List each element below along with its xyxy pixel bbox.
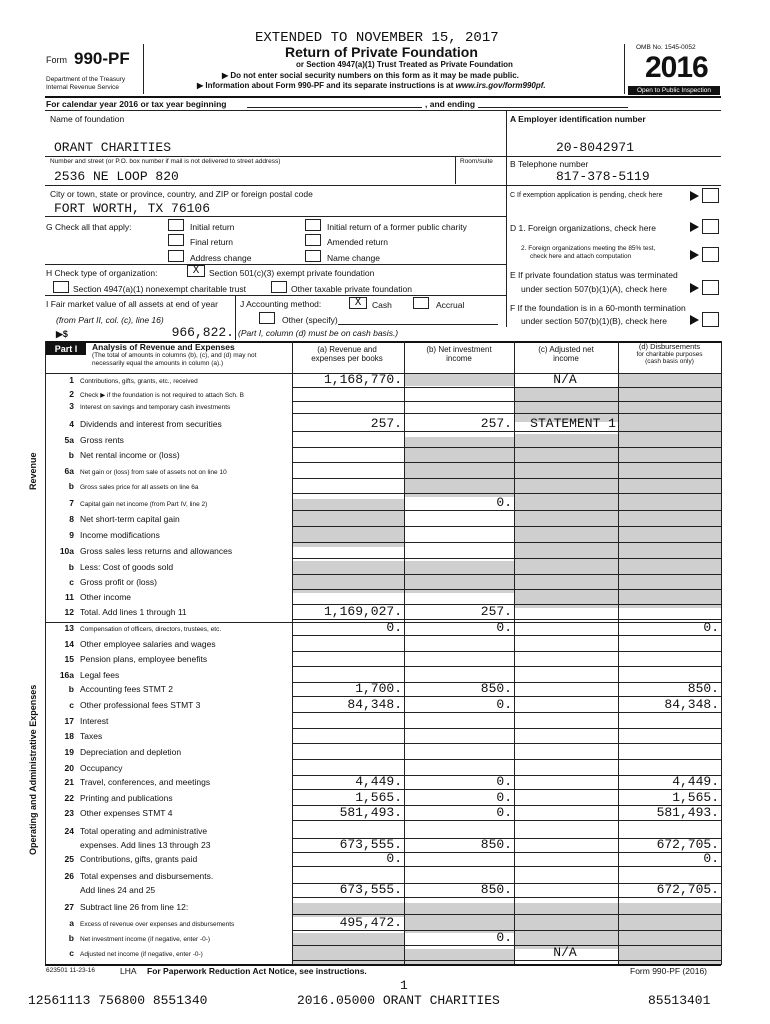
line-value-col-a[interactable]: 673,555. [339, 837, 402, 852]
row-divider [292, 960, 722, 961]
line-text: Excess of revenue over expenses and disbursements [80, 921, 235, 928]
final-return-checkbox[interactable] [168, 234, 184, 246]
line-label [50, 777, 290, 787]
line-text: Contributions, gifts, grants, etc., received [80, 378, 198, 385]
h-label: H Check type of organization: [46, 268, 158, 278]
d1-checkbox[interactable] [702, 219, 719, 234]
line-text: expenses. Add lines 13 through 23 [80, 840, 211, 850]
exemption-pending-label: C If exemption application is pending, check here [510, 192, 663, 199]
row-divider [292, 589, 722, 590]
phone-label: B Telephone number [510, 159, 589, 169]
shaded-col-c-lower [514, 434, 618, 608]
address-change-checkbox[interactable] [168, 250, 184, 262]
line-text: Net investment income (if negative, enter -0-) [80, 936, 211, 943]
line-number: 22 [64, 793, 74, 803]
initial-former-label: Initial return of a former public charity [327, 222, 467, 232]
arrow-right-icon [690, 191, 699, 201]
row-divider [292, 635, 722, 636]
shaded-col-d-revenue [618, 374, 721, 608]
line-label [50, 481, 290, 491]
line-label [50, 918, 290, 928]
line-number: c [69, 577, 74, 587]
line-value-col-b[interactable]: 257. [480, 416, 512, 431]
city-state-zip[interactable]: FORT WORTH, TX 76106 [54, 201, 211, 216]
line-value-col-b[interactable]: 257. [480, 604, 512, 619]
line-text: Interest [80, 716, 109, 726]
line-text: Contributions, gifts, grants paid [80, 854, 198, 864]
line-number: 26 [64, 871, 74, 881]
line-label [50, 684, 290, 694]
d1-label: D 1. Foreign organizations, check here [510, 223, 656, 233]
cash-label: Cash [372, 300, 392, 310]
line-value-col-b[interactable]: 0. [496, 774, 512, 789]
line-number: b [68, 933, 74, 943]
line-label [50, 514, 290, 524]
room-label: Room/suite [460, 158, 493, 165]
line-text: Other employee salaries and wages [80, 639, 216, 649]
line-label [50, 639, 290, 649]
line-number: b [68, 562, 74, 572]
e-label-line2: under section 507(b)(1)(A), check here [521, 284, 667, 294]
row-divider [292, 493, 722, 494]
line-label [50, 530, 290, 540]
line-text: Total expenses and disbursements. [80, 871, 214, 881]
initial-return-checkbox[interactable] [168, 219, 184, 231]
line-value-col-b[interactable]: 850. [480, 882, 512, 897]
line-value-col-b[interactable]: 0. [496, 697, 512, 712]
shaded-col-a-capital [292, 499, 404, 547]
line-text: Subtract line 26 from line 12: [80, 902, 189, 912]
arrow-right-icon [690, 222, 699, 232]
line-label [50, 933, 290, 943]
i-label: I Fair market value of all assets at end of year [46, 299, 218, 309]
form-title: Return of Private Foundation [285, 44, 478, 60]
line-number: a [69, 918, 74, 928]
line-text: Dividends and interest from securities [80, 419, 222, 429]
line-label [50, 401, 290, 411]
col-c-header: (c) Adjusted net income [538, 345, 594, 363]
row-divider [292, 462, 722, 463]
line-value-col-a[interactable]: 1,700. [355, 681, 402, 696]
line-number: 16a [59, 670, 74, 680]
line-text: Gross profit or (loss) [80, 577, 157, 587]
line-value-col-d[interactable]: 1,565. [672, 790, 719, 805]
line-text: Total. Add lines 1 through 11 [80, 607, 187, 617]
part-tag: Part I [46, 343, 86, 355]
line-value-col-b[interactable]: 0. [496, 495, 512, 510]
accrual-checkbox[interactable] [413, 297, 429, 309]
line-text: Depreciation and depletion [80, 747, 182, 757]
line-number: 13 [64, 623, 74, 633]
line-number: 6a [64, 466, 74, 476]
shaded-line27c-b [404, 949, 514, 965]
row-divider [292, 728, 722, 729]
d2-label-line1: 2. Foreign organizations meeting the 85% test, [521, 245, 656, 252]
row-divider [292, 651, 722, 652]
line-label [50, 450, 290, 460]
i-label-sub: (from Part II, col. (c), line 16) [56, 315, 164, 325]
line-label [50, 577, 290, 587]
line-text: Income modifications [80, 530, 160, 540]
dollar-sign: ▶$ [56, 329, 68, 339]
line-value-col-b[interactable]: 0. [496, 930, 512, 945]
line-label [50, 607, 290, 617]
city-label: City or town, state or province, country, and ZIP or foreign postal code [50, 189, 313, 199]
line-number: 8 [69, 514, 74, 524]
line-label [50, 716, 290, 726]
line-number: b [68, 481, 74, 491]
line-text: Other professional fees STMT 3 [80, 700, 201, 710]
line-text: Gross sales price for all assets on line 6a [80, 484, 199, 491]
f-label-line2: under section 507(b)(1)(B), check here [521, 316, 667, 326]
footer-right-id: 85513401 [648, 993, 711, 1008]
row-divider [292, 666, 722, 667]
line-value-col-a[interactable]: 0. [386, 851, 402, 866]
line-text: Occupancy [80, 763, 123, 773]
line-label [50, 871, 290, 881]
other-method-label: Other (specify) [282, 315, 338, 325]
line-value-col-d[interactable]: 672,705. [656, 882, 719, 897]
line-value-col-b[interactable]: 0. [496, 805, 512, 820]
line-label [50, 840, 290, 850]
line-value-col-a[interactable]: 1,565. [355, 790, 402, 805]
line-label [50, 419, 290, 429]
line-label [50, 623, 290, 633]
row-divider [292, 510, 722, 511]
4947-label: Section 4947(a)(1) nonexempt charitable trust [73, 284, 246, 294]
line-value-col-c[interactable]: N/A [553, 372, 577, 387]
line-number: 27 [64, 902, 74, 912]
line-value-col-d[interactable]: 0. [703, 851, 719, 866]
tax-year: 2016 [645, 51, 708, 84]
501c3-checkbox[interactable]: X [187, 265, 205, 277]
line-number: 17 [64, 716, 74, 726]
line-number: 23 [64, 808, 74, 818]
shaded-col-b-rents [404, 437, 514, 497]
phone-value[interactable]: 817-378-5119 [556, 169, 650, 184]
line-text: Net gain or (loss) from sale of assets not on line 10 [80, 469, 227, 476]
part-sub1: (The total of amounts in columns (b), (c), and (d) may not [92, 352, 257, 359]
line-text: Legal fees [80, 670, 120, 680]
arrow-right-icon [690, 250, 699, 260]
line-label [50, 700, 290, 710]
line-number: 21 [64, 777, 74, 787]
line-text: Accounting fees STMT 2 [80, 684, 173, 694]
line-text: Compensation of officers, directors, trustees, etc. [80, 626, 222, 633]
line-number: b [68, 684, 74, 694]
d2-checkbox[interactable] [702, 247, 719, 262]
warning-info: ▶ Information about Form 990-PF and its separate instructions is at www.irs.gov/form990pf. [197, 81, 546, 90]
line-label [50, 466, 290, 476]
expenses-side-label: Operating and Administrative Expenses [28, 684, 38, 855]
line-value-col-b[interactable]: 850. [480, 837, 512, 852]
amended-return-label: Amended return [327, 237, 388, 247]
f-label-line1: F If the foundation is in a 60-month termination [510, 303, 686, 313]
line-value-col-a[interactable]: 581,493. [339, 805, 402, 820]
line-number: 11 [65, 592, 74, 602]
name-change-label: Name change [327, 253, 380, 263]
cash-checkbox[interactable]: X [349, 297, 367, 309]
ein-label: A Employer identification number [510, 114, 646, 124]
line-number: 18 [64, 731, 74, 741]
line-number: 10a [59, 546, 74, 556]
page-number: 1 [400, 978, 408, 993]
line-label [50, 731, 290, 741]
ein-value[interactable]: 20-8042971 [556, 140, 635, 155]
line-text: Gross rents [80, 435, 124, 445]
line-text: Pension plans, employee benefits [80, 654, 208, 664]
shaded-line27c-d [618, 949, 722, 965]
line-number: 12 [64, 607, 74, 617]
and-ending: , and ending [425, 99, 476, 109]
line-label [50, 562, 290, 572]
line-value-col-b[interactable]: 0. [496, 620, 512, 635]
final-return-label: Final return [190, 237, 233, 247]
row-divider [292, 820, 722, 821]
line-text: Gross sales less returns and allowances [80, 546, 233, 556]
foundation-name[interactable]: ORANT CHARITIES [54, 140, 172, 155]
form-label: Form [46, 55, 67, 65]
footer-code: 623501 11-23-16 [46, 967, 96, 974]
extended-note: EXTENDED TO NOVEMBER 15, 2017 [255, 30, 499, 46]
line-label [50, 747, 290, 757]
footer-left-id: 12561113 756800 8551340 [28, 993, 208, 1008]
line-value-col-a[interactable]: 257. [370, 416, 402, 431]
line-label [50, 498, 290, 508]
address-change-label: Address change [190, 253, 252, 263]
arrow-right-icon: ▶ [197, 81, 206, 90]
row-divider [292, 574, 722, 575]
line-number: 25 [64, 854, 74, 864]
e-checkbox[interactable] [702, 280, 719, 295]
e-label-line1: E If private foundation status was terminated [510, 270, 678, 280]
col-a-header: (a) Revenue and expenses per books [311, 345, 383, 363]
line-label [50, 375, 290, 385]
line-value-col-b[interactable]: 850. [480, 681, 512, 696]
line-number: 24 [64, 826, 74, 836]
arrow-right-icon: ▶ [222, 71, 231, 80]
row-divider [292, 866, 722, 867]
line-number: 5a [64, 435, 74, 445]
fmv-value[interactable]: 966,822. [171, 325, 234, 340]
form-subtitle: or Section 4947(a)(1) Trust Treated as Private Foundation [296, 60, 513, 69]
line-label [50, 808, 290, 818]
other-taxable-label: Other taxable private foundation [291, 284, 412, 294]
line-value-col-d[interactable]: 581,493. [656, 805, 719, 820]
line-value-col-a[interactable]: 0. [386, 620, 402, 635]
line-value-col-c[interactable]: STATEMENT 1 [530, 416, 616, 431]
line-label [50, 948, 290, 958]
line-value-col-d[interactable]: 0. [703, 620, 719, 635]
line-label [50, 435, 290, 445]
form-number: 990-PF [74, 49, 130, 68]
foundation-name-label: Name of foundation [50, 114, 125, 124]
part-sub2: necessarily equal the amounts in column (a).) [92, 360, 224, 367]
row-divider [292, 431, 722, 432]
line-label [50, 854, 290, 864]
line-number: b [68, 450, 74, 460]
line-number: 14 [64, 639, 74, 649]
row-divider [292, 558, 722, 559]
4947-checkbox[interactable] [53, 281, 69, 293]
g-label: G Check all that apply: [46, 222, 132, 232]
footer-notice: For Paperwork Reduction Act Notice, see instructions. [147, 966, 367, 976]
row-divider [292, 387, 722, 388]
footer-form: Form 990-PF (2016) [630, 966, 707, 976]
row-divider [292, 526, 722, 527]
line-value-col-a[interactable]: 1,168,770. [323, 372, 402, 387]
line-value-col-a[interactable]: 4,449. [355, 774, 402, 789]
accrual-label: Accrual [436, 300, 465, 310]
line-text: Taxes [80, 731, 103, 741]
row-divider [292, 413, 722, 414]
line-value-col-a[interactable]: 84,348. [347, 697, 402, 712]
line-label [50, 592, 290, 602]
line-number: 1 [69, 375, 74, 385]
line-text: Check ▶ if the foundation is not required to attach Sch. B [80, 392, 244, 399]
line-number: 20 [64, 763, 74, 773]
line-number: 7 [69, 498, 74, 508]
row-divider [292, 712, 722, 713]
line-text: Printing and publications [80, 793, 173, 803]
omb-number: OMB No. 1545-0052 [636, 44, 696, 51]
cash-basis-note: (Part I, column (d) must be on cash basis.) [238, 328, 399, 338]
line-value-col-a[interactable]: 673,555. [339, 882, 402, 897]
exemption-pending-checkbox[interactable] [702, 188, 719, 203]
col-d-header: (d) Disbursements for charitable purposes (cash basis only) [636, 342, 703, 365]
line-value-col-a[interactable]: 1,169,027. [323, 604, 402, 619]
line-text: Net short-term capital gain [80, 514, 180, 524]
part-title: Analysis of Revenue and Expenses [92, 342, 235, 352]
line-text: Adjusted net income (if negative, enter -0-) [80, 951, 203, 958]
line-value-col-b[interactable]: 0. [496, 790, 512, 805]
public-inspection-badge: Open to Public Inspection [628, 86, 720, 95]
arrow-right-icon [690, 283, 699, 293]
line-label [50, 763, 290, 773]
line-text: Interest on savings and temporary cash investments [80, 404, 231, 411]
j-label: J Accounting method: [240, 299, 322, 309]
row-divider [292, 897, 722, 898]
other-taxable-checkbox[interactable] [271, 281, 287, 293]
line-label [50, 546, 290, 556]
dept-treasury: Department of the Treasury [46, 76, 126, 83]
row-divider [292, 759, 722, 760]
line-label [50, 389, 290, 399]
line-text: Other income [80, 592, 132, 602]
line-text: Other expenses STMT 4 [80, 808, 173, 818]
line-label [50, 670, 290, 680]
line-number: 9 [69, 530, 74, 540]
line-label [50, 902, 290, 912]
calendar-year: For calendar year 2016 or tax year beginning [46, 99, 227, 109]
street-label: Number and street (or P.O. box number if mail is not delivered to street address) [50, 158, 281, 165]
row-divider [292, 478, 722, 479]
line-text: Total operating and administrative [80, 826, 208, 836]
row-divider [292, 945, 722, 946]
line-value-col-c[interactable]: N/A [553, 945, 577, 960]
warning-ssn: ▶ Do not enter social security numbers on this form as it may be made public. [222, 71, 519, 80]
line-value-col-d[interactable]: 4,449. [672, 774, 719, 789]
line-label [50, 826, 290, 836]
d2-label-line2: check here and attach computation [530, 253, 632, 260]
line-label [50, 654, 290, 664]
dept-irs: Internal Revenue Service [46, 84, 119, 91]
footer-mid-id: 2016.05000 ORANT CHARITIES [297, 993, 500, 1008]
line-number: c [69, 948, 74, 958]
line-number: 15 [64, 654, 74, 664]
footer-lha: LHA [120, 966, 137, 976]
street-address[interactable]: 2536 NE LOOP 820 [54, 169, 179, 184]
other-method-checkbox[interactable] [259, 312, 275, 324]
line-number: 2 [69, 389, 74, 399]
row-divider [292, 447, 722, 448]
arrow-right-icon [690, 315, 699, 325]
row-divider [292, 401, 722, 402]
row-divider [292, 743, 722, 744]
line-value-col-d[interactable]: 850. [687, 681, 719, 696]
name-change-checkbox[interactable] [305, 250, 321, 262]
line-value-col-d[interactable]: 84,348. [664, 697, 719, 712]
amended-return-checkbox[interactable] [305, 234, 321, 246]
501c3-label: Section 501(c)(3) exempt private foundation [209, 268, 375, 278]
line-text: Less: Cost of goods sold [80, 562, 174, 572]
line-text: Add lines 24 and 25 [80, 885, 156, 895]
initial-return-label: Initial return [190, 222, 235, 232]
line-value-col-d[interactable]: 672,705. [656, 837, 719, 852]
line-text: Net rental income or (loss) [80, 450, 180, 460]
col-b-header: (b) Net investment income [426, 345, 492, 363]
shaded-col-b-line1 [404, 374, 514, 386]
initial-former-checkbox[interactable] [305, 219, 321, 231]
revenue-side-label: Revenue [28, 452, 38, 490]
f-checkbox[interactable] [702, 312, 719, 327]
line-number: 4 [69, 419, 74, 429]
line-value-col-a[interactable]: 495,472. [339, 915, 402, 930]
line-number: c [69, 700, 74, 710]
line-number: 3 [69, 401, 74, 411]
row-divider [292, 542, 722, 543]
line-number: 19 [64, 747, 74, 757]
line-label [50, 793, 290, 803]
line-text: Travel, conferences, and meetings [80, 777, 211, 787]
line-text: Capital gain net income (from Part IV, line 2) [80, 501, 208, 508]
line-label [50, 885, 290, 895]
